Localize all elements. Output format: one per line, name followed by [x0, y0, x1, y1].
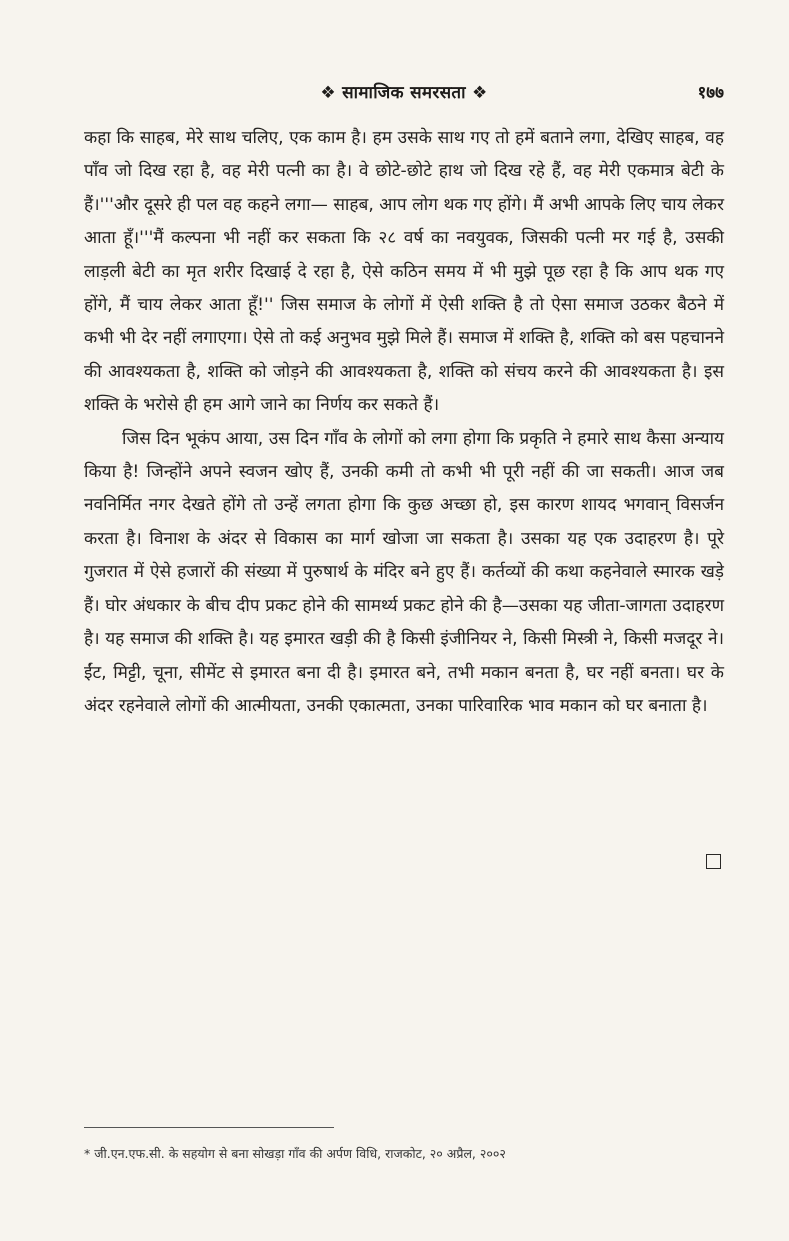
- page-number: १७७: [697, 83, 724, 103]
- footnote-divider: [84, 1127, 334, 1128]
- body-text: [84, 122, 724, 723]
- paragraph-2: जिस दिन भूकंप आया, उस दिन गाँव के लोगों को लगा होगा कि प्रकृति ने हमारे साथ कैसा अन्याय किया है! जिन्होंने अपने स्वजन खोए हैं, उनकी कमी तो कभी भी पूरी नहीं की जा सकती। आज जब नवनिर्मित नगर देखते होंगे तो उन्हें लगता होगा कि कुछ अच्छा हो, इस कारण शायद भगवान् विसर्जन करता है। विनाश के अंदर से विकास का मार्ग खोजा जा सकता है। उसका यह एक उदाहरण है। पूरे गुजरात में ऐसे हजारों की संख्या में पुरुषार्थ के मंदिर बने हुए हैं। कर्तव्यों की कथा कहनेवाले स्मारक खड़े हैं। घोर अंधकार के बीच दीप प्रकट होने की सामर्थ्य प्रकट होने की है—उसका यह जीता-जागता उदाहरण है। यह समाज की शक्ति है। यह इमारत खड़ी की है किसी इंजीनियर ने, किसी मिस्त्री ने, किसी मजदूर ने। ईंट, मिट्टी, चूना, सीमेंट से इमारत बना दी है। इमारत बने, तभी मकान बनता है, घर नहीं बनता। घर के अंदर रहनेवाले लोगों की आत्मीयता, उनकी एकात्मता, उनका पारिवारिक भाव मकान को घर बनाता है।: [84, 428, 724, 716]
- footnote: * जी.एन.एफ.सी. के सहयोग से बना सोखड़ा गाँव की अर्पण विधि, राजकोट, २० अप्रैल, २००२: [84, 1146, 506, 1161]
- running-title: ❖ सामाजिक समरसता ❖: [320, 83, 488, 103]
- end-of-section-mark: [706, 854, 721, 869]
- page-header: [84, 80, 724, 110]
- paragraph-1: कहा कि साहब, मेरे साथ चलिए, एक काम है। हम उसके साथ गए तो हमें बताने लगा, देखिए साहब, वह पाँव जो दिख रहा है, वह मेरी पत्नी का है। वे छोटे-छोटे हाथ जो दिख रहे हैं, वह मेरी एकमात्र बेटी के हैं।'''और दूसरे ही पल वह कहने लगा— साहब, आप लोग थक गए होंगे। मैं अभी आपके लिए चाय लेकर आता हूँ।'''मैं कल्पना भी नहीं कर सकता कि २८ वर्ष का नवयुवक, जिसकी पत्नी मर गई है, उसकी लाड़ली बेटी का मृत शरीर दिखाई दे रहा है, ऐसे कठिन समय में भी मुझे पूछ रहा है कि आप थक गए होंगे, मैं चाय लेकर आता हूँ!'' जिस समाज के लोगों में ऐसी शक्ति है तो ऐसा समाज उठकर बैठने में कभी भी देर नहीं लगाएगा। ऐसे तो कई अनुभव मुझे मिले हैं। समाज में शक्ति है, शक्ति को बस पहचानने की आवश्यकता है, शक्ति को जोड़ने की आवश्यकता है, शक्ति को संचय करने की आवश्यकता है। इस शक्ति के भरोसे ही हम आगे जाने का निर्णय कर सकते हैं।: [84, 128, 724, 416]
